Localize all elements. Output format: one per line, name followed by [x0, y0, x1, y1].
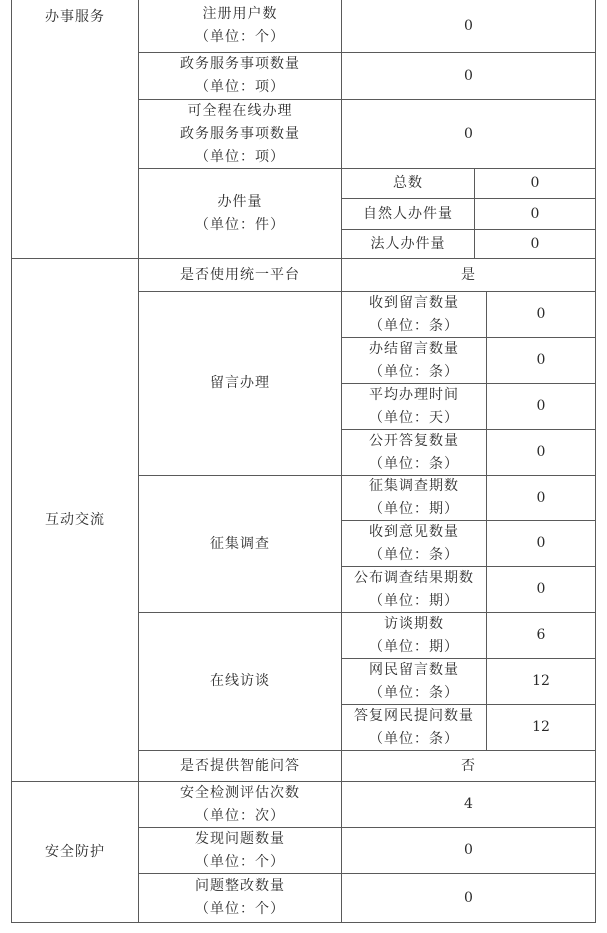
survey-periods-value: 0 [536, 489, 546, 506]
cases-natural-value: 0 [530, 205, 540, 222]
smart-qa-value: 否 [461, 757, 476, 774]
messages-public-label: 公开答复数量 （单位：条） [369, 432, 459, 472]
online-items-value: 0 [464, 125, 473, 142]
survey-results-value: 0 [536, 581, 546, 597]
cases-legal-value: 0 [530, 235, 540, 252]
survey-periods-label: 征集调查期数 （单位：期） [369, 478, 459, 517]
cases-total-label: 总数 [393, 175, 423, 191]
unified-platform-value: 是 [461, 266, 476, 283]
section-title-office: 办事服务 [45, 9, 105, 25]
unified-platform-label: 是否使用统一平台 [180, 266, 300, 283]
interview-questions-value: 12 [532, 673, 550, 689]
registered-users-value: 0 [464, 17, 473, 34]
messages-received-value: 0 [536, 306, 546, 322]
table-border-right [595, 0, 596, 923]
interview-answers-label: 答复网民提问数量 （单位：条） [354, 707, 474, 747]
survey-opinions-label: 收到意见数量 （单位：条） [369, 523, 459, 563]
survey-results-label: 公布调查结果期数 （单位：期） [354, 569, 474, 609]
online-items-label: 可全程在线办理 政务服务事项数量 （单位：项） [180, 102, 300, 165]
interview-periods-label: 访谈期数 （单位：期） [369, 615, 459, 655]
security-checks-label: 安全检测评估次数 （单位：次） [180, 784, 300, 824]
survey-opinions-value: 0 [536, 535, 546, 551]
messages-label: 留言办理 [210, 375, 270, 391]
smart-qa-label: 是否提供智能问答 [180, 757, 300, 774]
interview-periods-value: 6 [536, 627, 546, 643]
cases-total-value: 0 [530, 175, 540, 191]
messages-concluded-label: 办结留言数量 （单位：条） [369, 340, 459, 380]
messages-avg-time-label: 平均办理时间 （单位：天） [369, 386, 459, 426]
security-fixed-value: 0 [464, 889, 473, 906]
messages-concluded-value: 0 [536, 352, 546, 368]
interview-label: 在线访谈 [210, 673, 270, 689]
section-title-security: 安全防护 [45, 843, 105, 860]
table-border-bottom [11, 922, 596, 923]
messages-received-label: 收到留言数量 （单位：条） [369, 294, 459, 334]
cases-natural-label: 自然人办件量 [363, 205, 453, 222]
cases-label: 办件量 （单位：件） [195, 193, 285, 233]
security-found-value: 0 [464, 842, 473, 858]
service-items-value: 0 [464, 67, 473, 84]
security-checks-value: 4 [464, 796, 473, 812]
service-items-label: 政务服务事项数量 （单位：项） [180, 56, 300, 95]
security-found-label: 发现问题数量 （单位：个） [195, 830, 285, 870]
survey-label: 征集调查 [210, 535, 270, 552]
interview-answers-value: 12 [532, 719, 550, 735]
cases-legal-label: 法人办件量 [370, 235, 446, 252]
interview-questions-label: 网民留言数量 （单位：条） [369, 661, 459, 701]
messages-avg-time-value: 0 [536, 398, 546, 414]
messages-public-value: 0 [536, 444, 546, 460]
registered-users-label: 注册用户数 （单位：个） [195, 6, 285, 45]
security-fixed-label: 问题整改数量 （单位：个） [195, 878, 285, 917]
section-title-interaction: 互动交流 [45, 511, 105, 528]
